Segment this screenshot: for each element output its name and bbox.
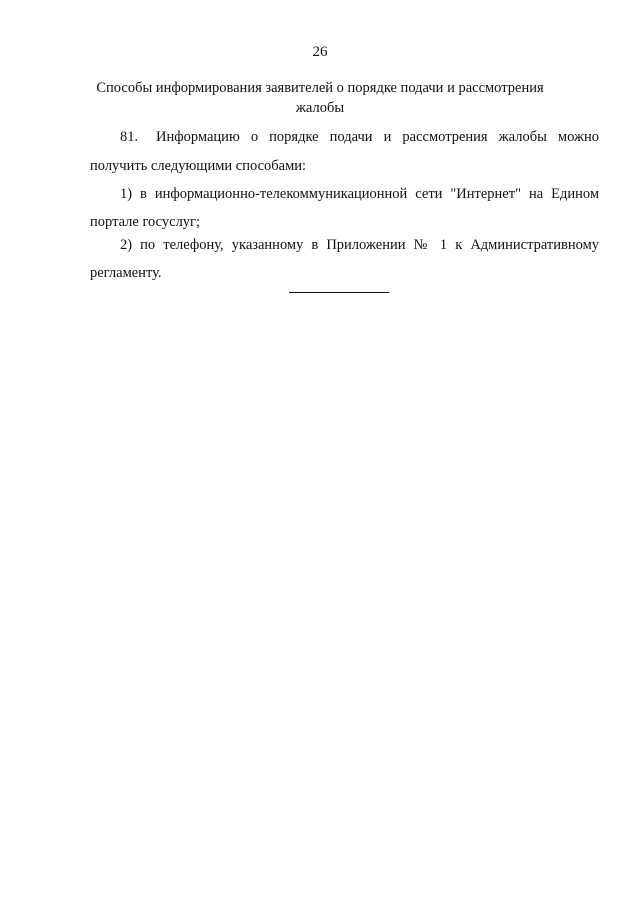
paragraph-number: 81. — [120, 129, 139, 145]
page-number: 26 — [312, 44, 328, 60]
list-item-2-line-2: регламенту. — [90, 265, 162, 281]
end-divider — [289, 292, 389, 293]
list-item-1-line-2: портале госуслуг; — [90, 214, 201, 230]
section-heading: Способы информирования заявителей о порядке подачи и рассмотрения жалобы — [96, 80, 544, 116]
list-item-2-line-1: 2) по телефону, указанному в Приложении № 1 к Административному — [120, 237, 599, 253]
paragraph-81-line-1 — [90, 127, 599, 147]
list-item-1-line-1: 1) в информационно-телекоммуникационной сети "Интернет" на Едином — [120, 186, 599, 202]
paragraph-81-text: Информацию о порядке подачи и рассмотрения жалобы можно — [156, 129, 599, 145]
paragraph-81-line-2: получить следующими способами: — [90, 158, 307, 174]
